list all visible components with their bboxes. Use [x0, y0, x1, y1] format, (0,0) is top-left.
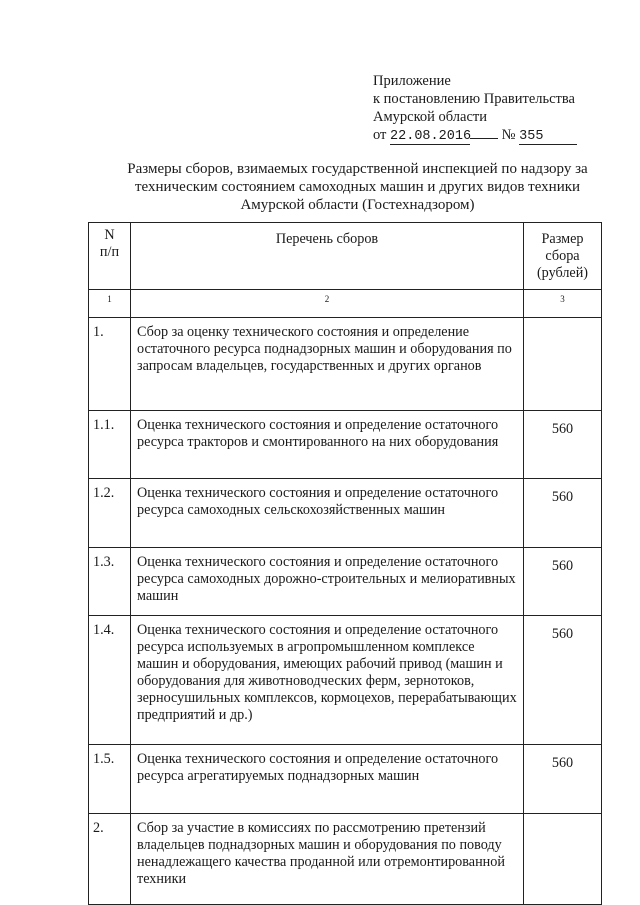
row-number: 2. [89, 814, 131, 905]
row-description: Оценка технического состояния и определение остаточного ресурса агрегатируемых поднадзорных машин [131, 745, 524, 814]
header-fee-line-1: Размер [541, 231, 584, 247]
fees-table [88, 222, 602, 905]
date-underline-tail [470, 138, 498, 139]
header-fee-list: Перечень сборов [131, 223, 524, 290]
row-fee: 560 [524, 745, 602, 814]
column-index-1: 1 [89, 290, 131, 318]
row-number: 1.5. [89, 745, 131, 814]
column-index-3: 3 [524, 290, 602, 318]
date-prefix: от [373, 127, 387, 143]
header-number [89, 223, 131, 290]
title-line-1: Размеры сборов, взимаемых государственной инспекцией по надзору за [127, 161, 588, 177]
header-number-line-1: N [104, 227, 115, 243]
header-fee-line-3: (рублей) [536, 265, 589, 281]
appendix-resolution: к постановлению Правительства [373, 91, 575, 107]
row-fee: 560 [524, 548, 602, 616]
row-number: 1.1. [89, 411, 131, 479]
row-description: Оценка технического состояния и определение остаточного ресурса самоходных дорожно-строительных и мелиоративных машин [131, 548, 524, 616]
document-title [110, 160, 605, 214]
number-prefix: № [501, 127, 516, 143]
header-number-line-2: п/п [99, 244, 120, 260]
row-fee: 560 [524, 411, 602, 479]
row-description: Оценка технического состояния и определение остаточного ресурса самоходных сельскохозяйственных машин [131, 479, 524, 548]
resolution-number: 355 [519, 129, 577, 145]
appendix-region: Амурской области [373, 109, 487, 125]
column-index-2: 2 [131, 290, 524, 318]
row-number: 1.3. [89, 548, 131, 616]
row-fee: 560 [524, 479, 602, 548]
row-number: 1.2. [89, 479, 131, 548]
title-line-2: техническим состоянием самоходных машин и других видов техники [134, 179, 581, 195]
table-row [89, 814, 602, 905]
row-description: Сбор за оценку технического состояния и определение остаточного ресурса поднадзорных машин и оборудования по запросам владельцев, государственных и других органов [131, 318, 524, 411]
row-description: Оценка технического состояния и определение остаточного ресурса тракторов и смонтированного на них оборудования [131, 411, 524, 479]
appendix-date-number [373, 126, 623, 145]
row-description: Оценка технического состояния и определение остаточного ресурса используемых в агропромышленном комплексе машин и оборудования, имеющих рабочий привод (машин и оборудования для животноводческих ферм, зернотоков, зерносушильных комплексов, кормоцехов, перерабатывающих предприятий и др.) [131, 616, 524, 745]
appendix-block [373, 72, 623, 145]
row-fee [524, 318, 602, 411]
row-number: 1.4. [89, 616, 131, 745]
row-fee: 560 [524, 616, 602, 745]
row-fee [524, 814, 602, 905]
resolution-date: 22.08.2016 [390, 129, 472, 144]
table-row [89, 616, 602, 745]
table-row [89, 745, 602, 814]
title-line-3: Амурской области (Гостехнадзором) [240, 197, 475, 213]
table-row [89, 548, 602, 616]
table-row [89, 411, 602, 479]
column-index-row [89, 290, 602, 318]
row-number: 1. [89, 318, 131, 411]
table-header-row [89, 223, 602, 290]
row-description: Сбор за участие в комиссиях по рассмотрению претензий владельцев поднадзорных машин и оборудования по поводу ненадлежащего качества проданной или отремонтированной техники [131, 814, 524, 905]
table-row [89, 479, 602, 548]
header-fee-amount [524, 223, 602, 290]
appendix-title: Приложение [373, 73, 451, 89]
table-row [89, 318, 602, 411]
header-fee-line-2: сбора [545, 248, 580, 264]
